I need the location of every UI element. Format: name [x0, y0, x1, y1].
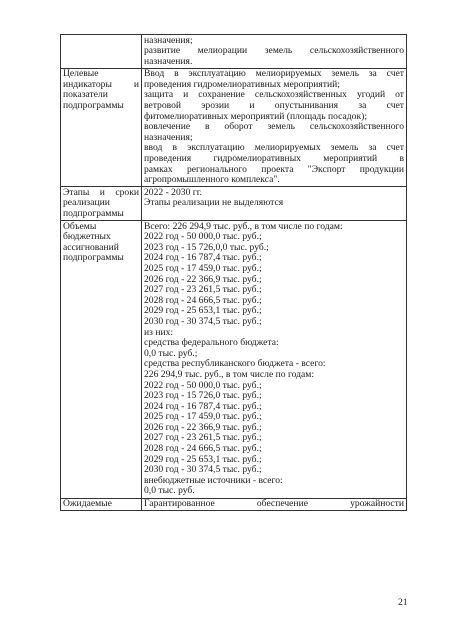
label-line: реализации	[63, 198, 110, 209]
value-line: ветровой эрозии и опустынивания за счет	[144, 101, 404, 112]
value-line: рамках регионального проекта "Экспорт продукции	[144, 164, 404, 175]
value-line: агропромышленного комплекса".	[144, 175, 280, 186]
value-line: назначения.	[144, 56, 193, 67]
label-line: бюджетных	[63, 232, 111, 243]
passport-row	[61, 35, 407, 69]
value-line: развитие мелиорации земель сельскохозяйственного	[144, 46, 404, 57]
value-line: 2028 год - 24 666,5 тыс. руб.;	[144, 444, 262, 455]
label-line: подпрограммы	[63, 101, 124, 112]
value-line: 2024 год - 16 787,4 тыс. руб.;	[144, 401, 262, 412]
label-line: индикаторы и	[63, 79, 139, 90]
value-line: 2022 год - 50 000,0 тыс. руб.;	[144, 380, 262, 391]
passport-row	[61, 187, 407, 221]
row-label-cell	[61, 221, 142, 498]
value-line: 2027 год - 23 261,5 тыс. руб.;	[144, 433, 262, 444]
row-value-cell	[142, 498, 407, 511]
row-label-cell	[61, 35, 142, 69]
label-line: Целевые	[63, 69, 99, 80]
value-line: Гарантированное обеспечение урожайности	[144, 499, 404, 510]
passport-row	[61, 221, 407, 498]
label-line: Объемы	[63, 221, 97, 232]
label-line: подпрограммы	[63, 253, 124, 264]
value-line: 2029 год - 25 653,1 тыс. руб.;	[144, 306, 262, 317]
value-line: проведения гидромелиоративных мероприятий в	[144, 154, 404, 165]
value-line: 2025 год - 17 459,0 тыс. руб.;	[144, 263, 262, 274]
value-line: вовлечение в оборот земель сельскохозяйственного	[144, 122, 404, 133]
value-line: 2027 год - 23 261,5 тыс. руб.;	[144, 285, 262, 296]
passport-table-body	[61, 35, 407, 511]
value-line: 2026 год - 22 366,9 тыс. руб.;	[144, 422, 262, 433]
value-line: 226 294,9 тыс. руб., в том числе по годам:	[144, 369, 315, 380]
row-label-cell	[61, 68, 142, 187]
value-line: защита и сохранение сельскохозяйственных угодий от	[144, 90, 404, 101]
value-line: 2023 год - 15 726,0,0 тыс. руб.;	[144, 242, 269, 253]
row-value-cell	[142, 187, 407, 221]
value-line: средства республиканского бюджета - всего:	[144, 359, 326, 370]
value-line: 2030 год - 30 374,5 тыс. руб.;	[144, 465, 262, 476]
label-line: Этапы и сроки	[63, 187, 139, 198]
value-line: проведения гидромелиоративных мероприятий;	[144, 79, 340, 90]
passport-row	[61, 68, 407, 187]
label-line: ассигнований	[63, 242, 119, 253]
row-label-cell	[61, 187, 142, 221]
value-line: 2024 год - 16 787,4 тыс. руб.;	[144, 253, 262, 264]
label-line: подпрограммы	[63, 209, 124, 219]
value-line: 2029 год - 25 653,1 тыс. руб.;	[144, 454, 262, 465]
value-line: средства федерального бюджета:	[144, 338, 279, 349]
page-number: 21	[398, 597, 408, 608]
row-label-cell	[61, 498, 142, 511]
value-line: Этапы реализации не выделяются	[144, 198, 284, 209]
value-line: 0,0 тыс. руб.	[144, 486, 195, 497]
value-line: 2028 год - 24 666,5 тыс. руб.;	[144, 295, 262, 306]
value-line: 2022 - 2030 гг.	[144, 187, 202, 198]
value-line: Всего: 226 294,9 тыс. руб., в том числе по годам:	[144, 221, 343, 232]
label-line: Ожидаемые	[63, 499, 112, 510]
value-line: 0,0 тыс. руб.;	[144, 348, 198, 359]
value-line: внебюджетные источники - всего:	[144, 475, 283, 486]
value-line: 2025 год - 17 459,0 тыс. руб.;	[144, 412, 262, 423]
value-line: назначения;	[144, 132, 193, 143]
label-line: показатели	[63, 90, 108, 101]
value-line: 2026 год - 22 366,9 тыс. руб.;	[144, 274, 262, 285]
subprogram-passport-table	[60, 34, 407, 511]
value-line: из них:	[144, 327, 174, 338]
value-line: фитомелиоративных мероприятий (площадь посадок);	[144, 111, 367, 122]
row-value-cell	[142, 221, 407, 498]
value-line: 2023 год - 15 726,0 тыс. руб.;	[144, 391, 262, 402]
row-value-cell	[142, 68, 407, 187]
value-line: 2022 год - 50 000,0 тыс. руб.;	[144, 232, 262, 243]
value-line: назначения;	[144, 35, 193, 46]
value-line: 2030 год - 30 374,5 тыс. руб.;	[144, 316, 262, 327]
row-value-cell	[142, 35, 407, 69]
value-line: ввод в эксплуатацию мелиорируемых земель за счет	[144, 143, 404, 154]
passport-row	[61, 498, 407, 511]
value-line: Ввод в эксплуатацию мелиорируемых земель за счет	[144, 69, 404, 80]
